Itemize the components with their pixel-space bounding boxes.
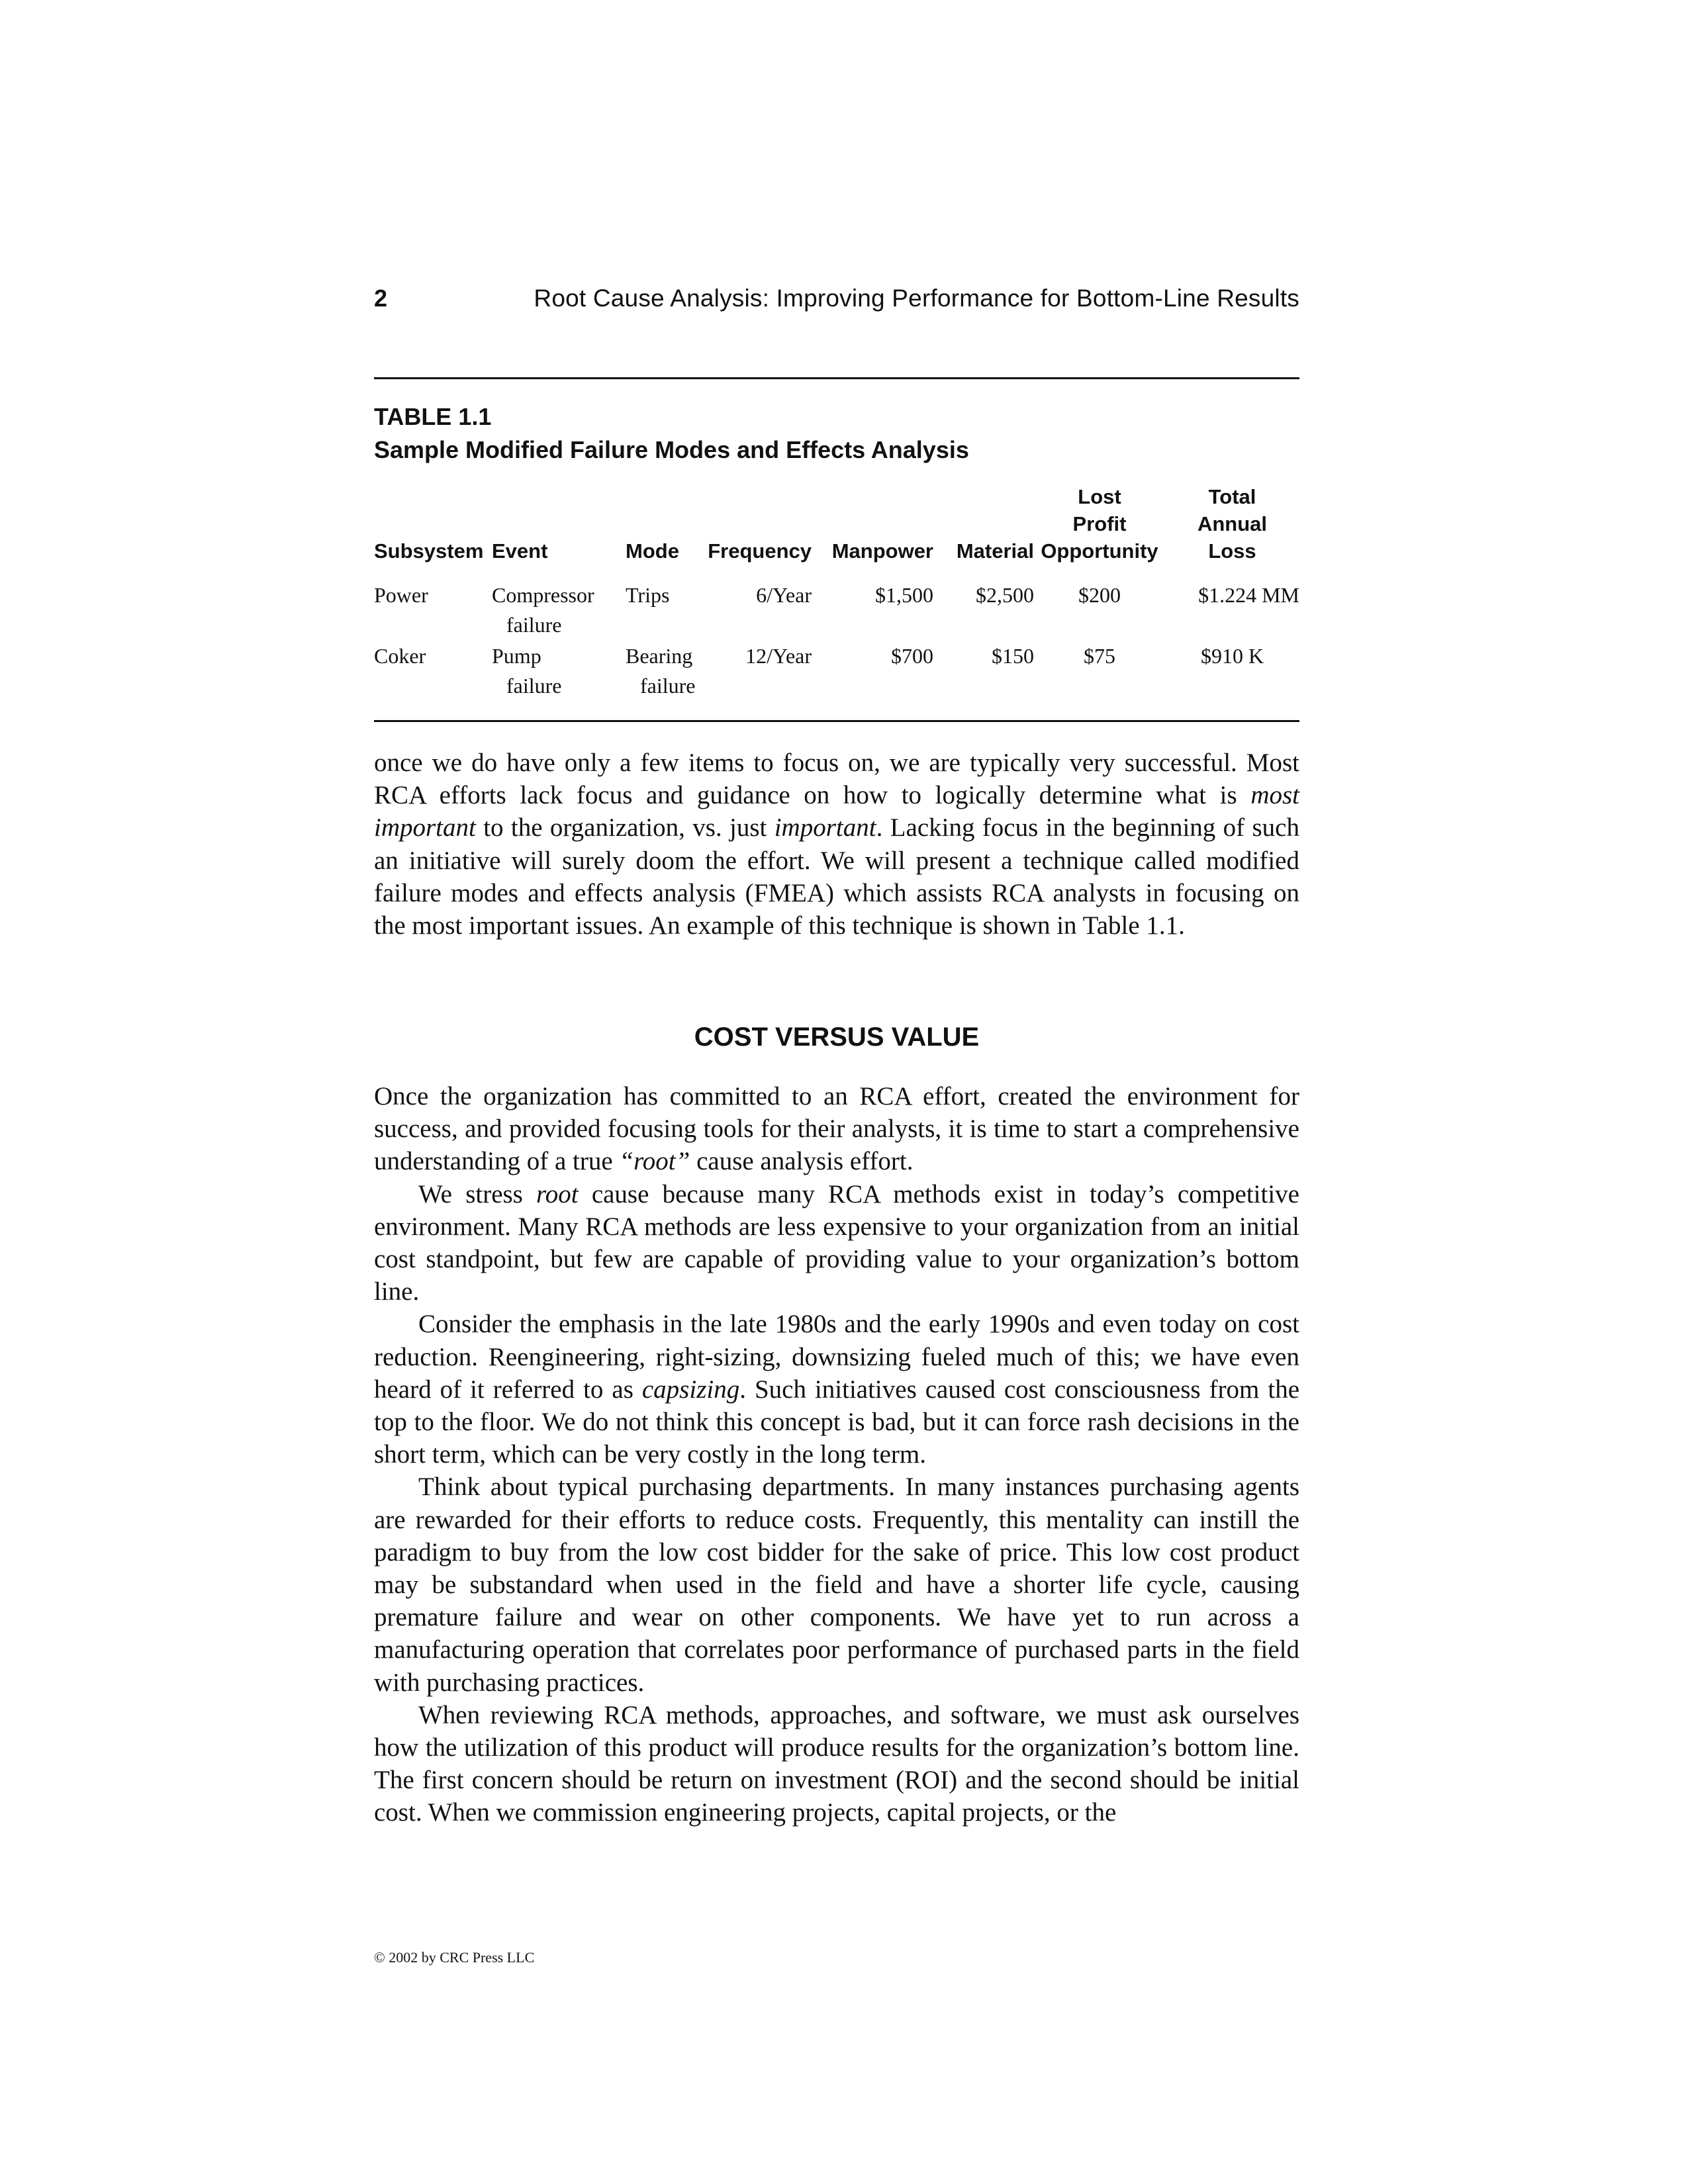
cell-frequency: 12/Year xyxy=(745,644,812,668)
body-paragraph: Think about typical purchasing departments. In many instances purchasing agents are rewarded for their efforts to reduce costs. Frequently, this mentality can instill the paradigm to buy from the low cost bidder for the sake of price. This low cost product may be substandard when used in the field and have a shorter life cycle, causing premature failure and wear on other components. We have yet to run across a manufacturing operation that correlates poor performance of purchased parts in the field with purchasing practices. xyxy=(374,1473,1299,1697)
col-header-mode: Mode xyxy=(626,539,679,563)
intro-emphasis-2: important xyxy=(774,813,876,842)
intro-text-3: . Lacking focus in the beginning of such an initiative will surely doom the effort. We will present a technique called modified failure modes and effects analysis (FMEA) which assists RCA analysts in focusing on the most important issues. An example of this technique is shown in Table 1.1. xyxy=(374,813,1299,940)
col-header-subsystem: Subsystem xyxy=(374,539,484,563)
fmea-table xyxy=(374,483,1299,702)
cell-total-annual-loss: $1.224 MM xyxy=(1198,583,1299,607)
table-row xyxy=(374,641,1299,702)
cell-material: $2,500 xyxy=(976,583,1034,607)
table-bottom-rule xyxy=(374,720,1299,722)
cell-mode-line: failure xyxy=(640,674,696,698)
running-header xyxy=(374,278,1299,318)
col-header-total-annual-loss xyxy=(1165,483,1299,580)
body-text: Consider the emphasis in the late 1980s and the early 1990s and even today on cost reduction. Reengineering, right-sizing, downsizing fueled much of this; we have even heard of it referred to as xyxy=(374,1310,1299,1404)
body-emphasis: root xyxy=(536,1179,579,1208)
col-header-event: Event xyxy=(492,539,548,563)
col-header-frequency: Frequency xyxy=(708,539,812,563)
table-row xyxy=(374,580,1299,641)
col-header-material: Material xyxy=(956,539,1034,563)
table-header-row xyxy=(374,483,1299,580)
intro-text-2: to the organization, vs. just xyxy=(475,813,774,842)
cell-event-line: failure xyxy=(506,674,562,698)
cell-event xyxy=(492,580,626,641)
body-text: cause because many RCA methods exist in today’s competitive environment. Many RCA methods are less expensive to your organization from an initial cost standpoint, but few are capable of providing value to your organization’s bottom line. xyxy=(374,1179,1299,1306)
table-top-rule xyxy=(374,377,1299,379)
intro-paragraph xyxy=(374,747,1299,942)
cell-event xyxy=(492,641,626,702)
cell-mode xyxy=(626,641,704,702)
fmea-table-wrap xyxy=(374,483,1299,702)
cell-material: $150 xyxy=(992,644,1034,668)
cell-manpower: $700 xyxy=(891,644,933,668)
col-header-total-line: Total xyxy=(1208,485,1256,508)
col-header-lost-profit-line: Lost xyxy=(1078,485,1121,508)
cell-subsystem: Coker xyxy=(374,644,426,668)
body-emphasis: capsizing xyxy=(641,1375,740,1404)
cell-subsystem: Power xyxy=(374,583,428,607)
cell-event-line: failure xyxy=(506,613,562,637)
body-paragraph xyxy=(374,1178,1299,1308)
copyright-footer: © 2002 by CRC Press LLC xyxy=(374,1949,535,1966)
body-text: . Such initiatives caused cost consciousness from the top to the floor. We do not think this concept is bad, but it can force rash decisions in the short term, which can be very costly in the long term. xyxy=(374,1375,1300,1469)
cell-frequency: 6/Year xyxy=(756,583,812,607)
table-caption-block xyxy=(374,400,969,467)
section-body xyxy=(374,1080,1299,1829)
col-header-lost-profit xyxy=(1034,483,1165,580)
cell-manpower: $1,500 xyxy=(875,583,933,607)
body-paragraph xyxy=(374,1080,1299,1178)
cell-mode: Trips xyxy=(626,583,670,607)
body-text: Once the organization has committed to an RCA effort, created the environment for success, and provided focusing tools for their analysts, it is time to start a comprehensive understanding of a true xyxy=(374,1082,1299,1176)
col-header-lost-profit-line: Opportunity xyxy=(1041,539,1158,563)
col-header-manpower: Manpower xyxy=(831,539,933,563)
cell-total-annual-loss: $910 K xyxy=(1200,644,1264,668)
page-number: 2 xyxy=(374,285,388,312)
body-text: cause analysis effort. xyxy=(690,1147,914,1176)
col-header-total-line: Annual xyxy=(1197,512,1268,535)
body-paragraph xyxy=(374,1308,1299,1471)
section-heading: COST VERSUS VALUE xyxy=(694,1023,980,1052)
col-header-lost-profit-line: Profit xyxy=(1072,512,1127,535)
col-header-total-line: Loss xyxy=(1208,539,1256,563)
table-caption: Sample Modified Failure Modes and Effects Analysis xyxy=(374,436,969,463)
cell-lost-profit: $200 xyxy=(1078,583,1121,607)
cell-lost-profit: $75 xyxy=(1084,644,1115,668)
cell-mode-line: Bearing xyxy=(626,644,693,668)
body-text: We stress xyxy=(418,1179,537,1208)
body-paragraph: When reviewing RCA methods, approaches, and software, we must ask ourselves how the utilization of this product will produce results for the organization’s bottom line. The first concern should be return on investment (ROI) and the second should be initial cost. When we commission engineering projects, capital projects, or the xyxy=(374,1700,1299,1827)
cell-event-line: Pump xyxy=(492,644,541,668)
intro-text-1: once we do have only a few items to focus on, we are typically very successful. Most RCA efforts lack focus and guidance on how to logically determine what is xyxy=(374,749,1299,810)
table-label: TABLE 1.1 xyxy=(374,403,492,430)
intro-paragraph-block xyxy=(374,747,1299,942)
body-emphasis: “root” xyxy=(619,1147,690,1176)
running-title: Root Cause Analysis: Improving Performance for Bottom-Line Results xyxy=(534,285,1299,312)
cell-event-line: Compressor xyxy=(492,583,594,607)
intro-emphasis-1: most important xyxy=(374,781,1299,842)
